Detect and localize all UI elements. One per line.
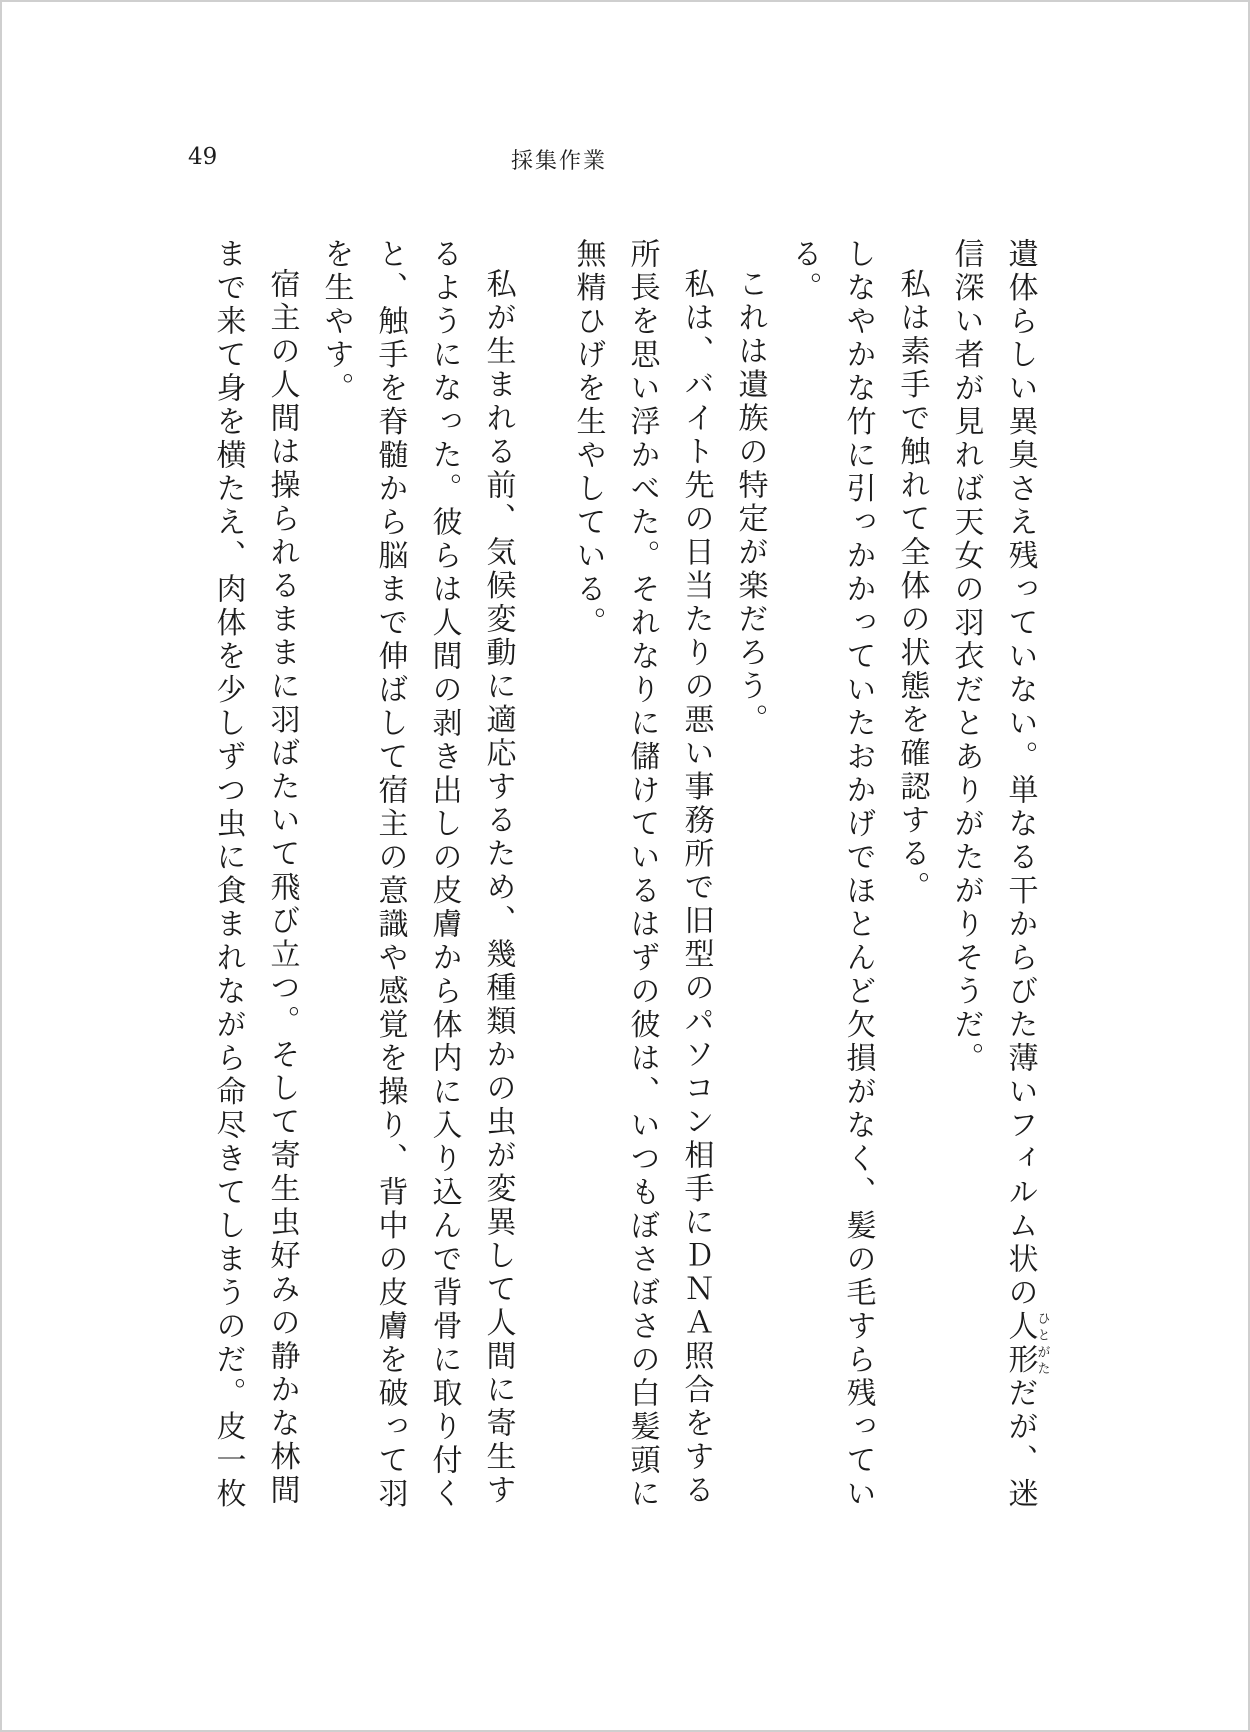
paragraph: 私は、バイト先の日当たりの悪い事務所で旧型のパソコン相手にＤＮＡ照合をする所長を思い浮かべた。それなりに儲けているはずの彼は、いつもぼさぼさの白髪頭に無精ひげを生やしている。 [570,238,714,1511]
paragraph: 宿主の人間は操られるままに羽ばたいて飛び立つ。そして寄生虫好みの静かな林間まで来て身を横たえ、肉体を少しずつ虫に食まれながら命尽きてしまうのだ。皮一枚 [210,238,300,1511]
paragraph: 私は素手で触れて全体の状態を確認する。 [894,268,930,905]
paragraph: しなやかな竹に引っかかっていたおかげでほとんど欠損がなく、髪の毛すら残っている。 [786,238,876,1511]
vertical-text-block [201,238,1050,1522]
page-header [2,140,1248,174]
ruby-annotated-word: 人形ひとがた [1002,1310,1050,1377]
paragraph: 遺体らしい異臭さえ残っていない。単なる干からびた薄いフィルム状の人形ひとがただが、迷信深い者が見れば天女の羽衣だとありがたがりそうだ。 [948,238,1050,1511]
paragraph: これは遺族の特定が楽だろう。 [732,268,768,737]
paragraph: 私が生まれる前、気候変動に適応するため、幾種類かの虫が変異して人間に寄生するようになった。彼らは人間の剥き出しの皮膚から体内に入り込んで背骨に取り付くと、触手を脊髄から脳まで伸ばして宿主の意識や感覚を操り、背中の皮膚を破って羽を生やす。 [318,238,516,1511]
running-title: 採集作業 [511,149,608,174]
page-number: 49 [188,144,218,170]
furigana: ひとがた [1034,1310,1050,1377]
